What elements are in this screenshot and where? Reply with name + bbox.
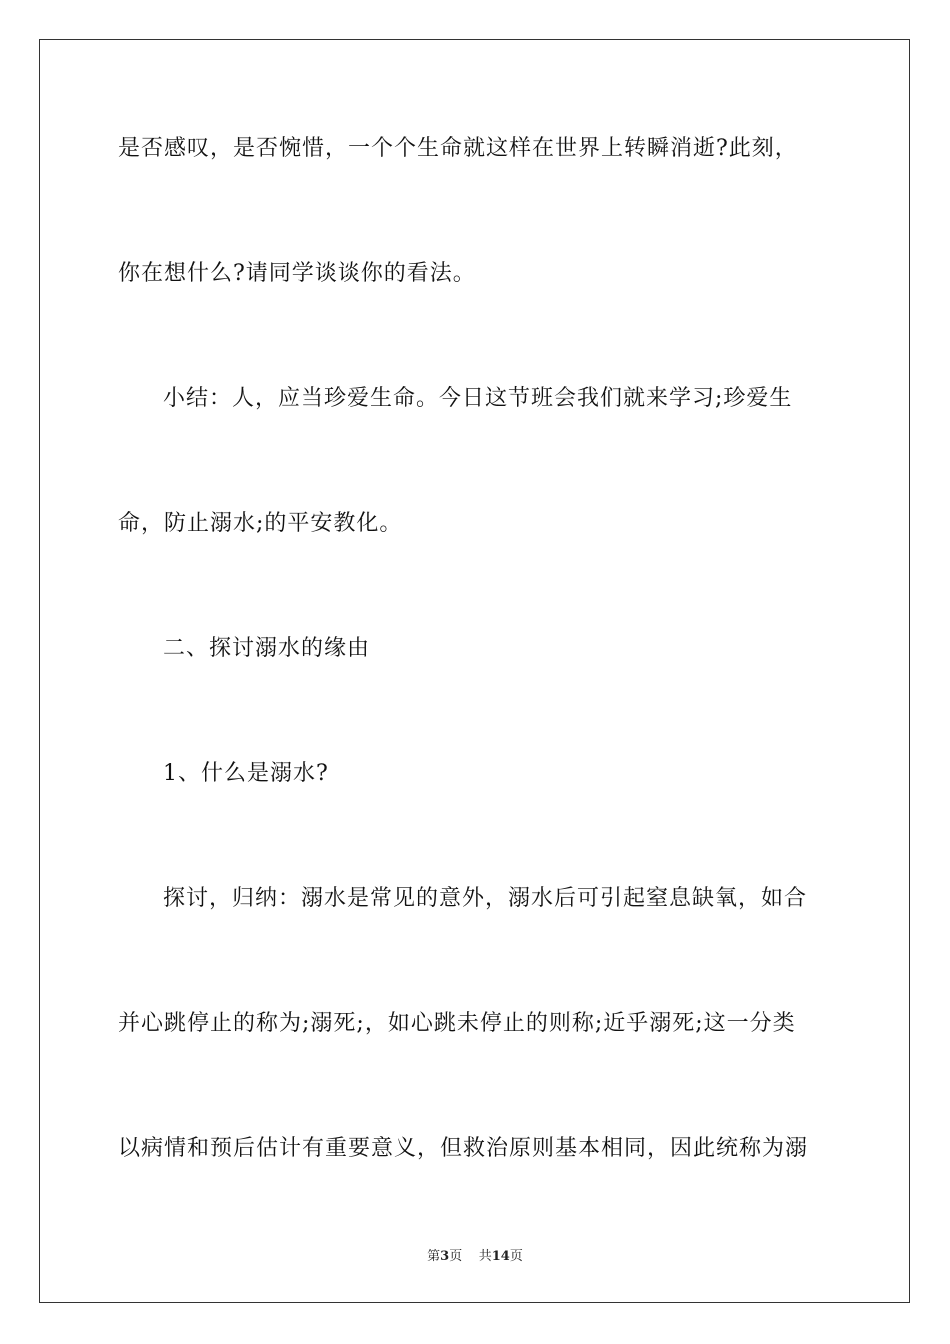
page-border — [39, 39, 910, 1303]
page-suffix: 页 — [449, 1249, 463, 1264]
paragraph-line-4: 命，防止溺水;的平安教化。 — [118, 511, 403, 536]
paragraph-line-7: 探讨，归纳：溺水是常见的意外，溺水后可引起窒息缺氧，如合 — [163, 886, 808, 911]
section-heading: 二、探讨溺水的缘由 — [163, 636, 371, 661]
paragraph-line-2: 你在想什么?请同学谈谈你的看法。 — [118, 261, 476, 286]
paragraph-line-9: 以病情和预后估计有重要意义，但救治原则基本相同，因此统称为溺 — [118, 1136, 809, 1161]
paragraph-line-8: 并心跳停止的称为;溺死;，如心跳未停止的则称;近乎溺死;这一分类 — [118, 1011, 796, 1036]
page-footer — [0, 1248, 950, 1266]
total-prefix: 共 — [478, 1249, 492, 1264]
page-number: 3 — [440, 1249, 450, 1264]
total-suffix: 页 — [509, 1249, 523, 1264]
paragraph-line-1: 是否感叹，是否惋惜，一个个生命就这样在世界上转瞬消逝?此刻， — [118, 136, 798, 161]
total-pages: 14 — [491, 1249, 510, 1264]
subsection-heading: 1、什么是溺水? — [163, 761, 329, 786]
page-prefix: 第 — [427, 1249, 441, 1264]
paragraph-line-3: 小结：人，应当珍爱生命。今日这节班会我们就来学习;珍爱生 — [163, 386, 793, 411]
